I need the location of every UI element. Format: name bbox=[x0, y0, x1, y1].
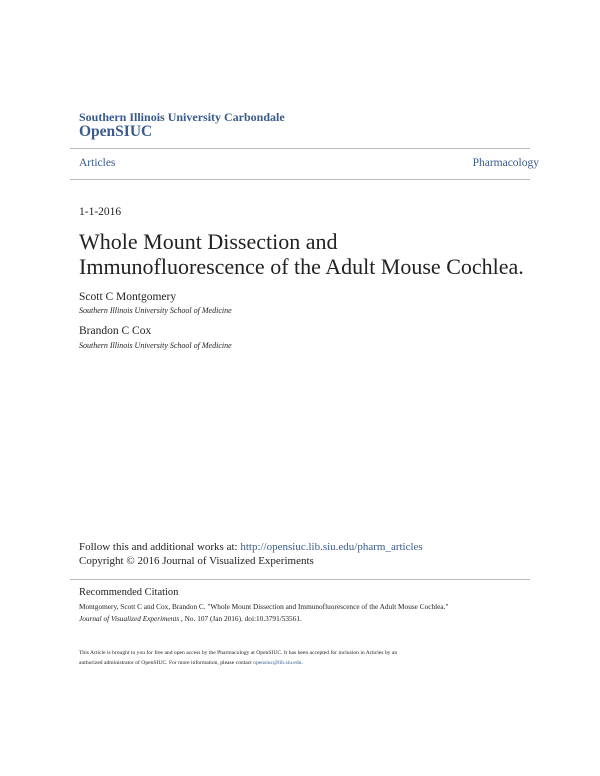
citation-details: , No. 107 (Jan 2016). doi:10.3791/53561. bbox=[179, 614, 302, 623]
divider-citation bbox=[70, 579, 530, 580]
divider-nav-bottom bbox=[70, 179, 530, 180]
nav-link-articles[interactable]: Articles bbox=[79, 157, 116, 169]
citation-journal: Journal of Visualized Experiments bbox=[79, 614, 180, 623]
author-name: Brandon C Cox bbox=[79, 325, 152, 337]
author-name: Scott C Montgomery bbox=[79, 291, 177, 303]
footer-suffix: . bbox=[301, 660, 303, 666]
publication-date: 1-1-2016 bbox=[79, 206, 122, 218]
author-affiliation: Southern Illinois University School of Medicine bbox=[79, 341, 232, 350]
citation-line-1: Montgomery, Scott C and Cox, Brandon C. "Whole Mount Dissection and Immunofluorescence of the Adult Mouse Cochlea." bbox=[79, 602, 449, 611]
title-line-1: Whole Mount Dissection and bbox=[79, 229, 338, 254]
title-line-2: Immunofluorescence of the Adult Mouse Cochlea. bbox=[79, 254, 524, 279]
divider-top bbox=[70, 148, 530, 149]
author-affiliation: Southern Illinois University School of Medicine bbox=[79, 306, 232, 315]
repository-name[interactable]: OpenSIUC bbox=[79, 123, 153, 140]
citation-heading: Recommended Citation bbox=[79, 587, 179, 598]
collection-link[interactable]: http://opensiuc.lib.siu.edu/pharm_articles bbox=[240, 541, 423, 553]
footer-prefix: authorized administrator of OpenSIUC. For more information, please contact bbox=[79, 660, 254, 666]
institution-name[interactable]: Southern Illinois University Carbondale bbox=[79, 110, 285, 124]
follow-line bbox=[79, 541, 423, 553]
contact-email-link[interactable]: opensiuc@lib.siu.edu bbox=[253, 660, 302, 666]
copyright-line: Copyright © 2016 Journal of Visualized Experiments bbox=[79, 555, 314, 567]
citation-line-2 bbox=[79, 614, 302, 623]
article-title bbox=[79, 229, 549, 279]
footer-line-2 bbox=[79, 660, 303, 666]
nav-link-pharmacology[interactable]: Pharmacology bbox=[472, 157, 539, 169]
footer-line-1: This Article is brought to you for free and open access by the Pharmacology at OpenSIUC. It has been accepted for inclusion in Articles by an bbox=[79, 650, 398, 656]
follow-prefix: Follow this and additional works at: bbox=[79, 541, 241, 553]
